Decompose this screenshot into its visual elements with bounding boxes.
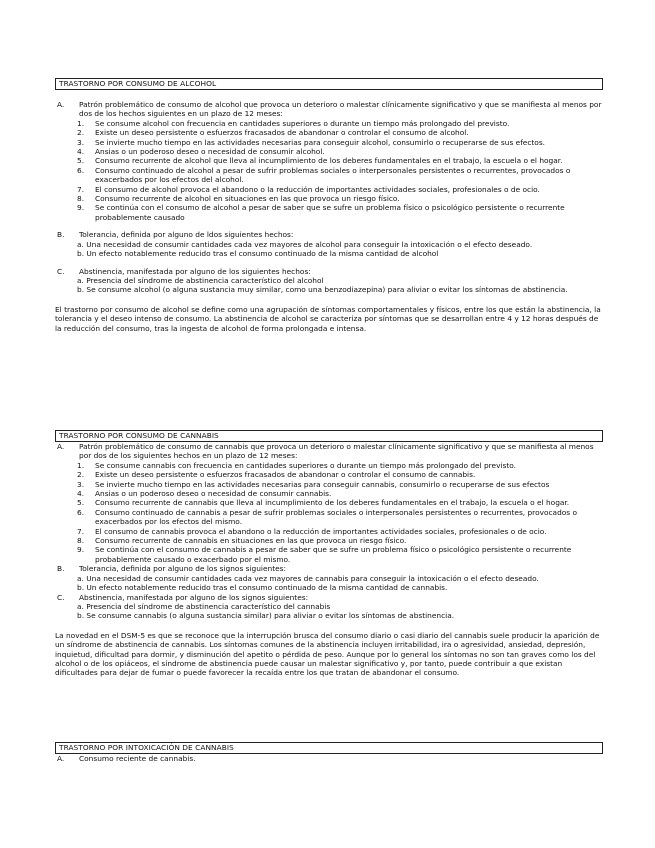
list-item-text: Consumo recurrente de cannabis en situaciones en las que provoca un riesgo físico. xyxy=(95,536,407,546)
criterion-text: Consumo reciente de cannabis. xyxy=(79,754,196,763)
list-item-text: Se invierte mucho tiempo en las actividades necesarias para conseguir cannabis, consumirlo o recuperarse de sus efectos xyxy=(95,479,550,489)
list-item xyxy=(77,480,603,489)
list-item-text: Consumo recurrente de alcohol en situaciones en las que provoca un riesgo físico. xyxy=(95,194,400,204)
criterion-label: B. xyxy=(57,230,65,240)
list-item-text: Existe un deseo persistente o esfuerzos fracasados de abandonar o controlar el consumo de cannabis. xyxy=(95,470,476,480)
list-item xyxy=(77,147,603,156)
list-item xyxy=(77,203,603,222)
list-item-number: 3. xyxy=(77,479,85,489)
criterion-a xyxy=(55,754,603,763)
list-item-number: 1. xyxy=(77,460,85,470)
sub-item: b. Un efecto notablemente reducido tras el consumo continuado de la misma cantidad de alcohol xyxy=(77,249,439,259)
list-item-text: El consumo de cannabis provoca el abandono o la reducción de importantes actividades sociales, profesionales o de ocio. xyxy=(95,526,547,536)
list-item xyxy=(77,508,603,527)
list-item-number: 2. xyxy=(77,128,85,138)
criterion-b xyxy=(55,230,603,239)
list-item-number: 4. xyxy=(77,489,85,499)
criterion-label: A. xyxy=(57,442,65,451)
list-item-text: Se invierte mucho tiempo en las actividades necesarias para conseguir alcohol, consumirlo o recuperarse de sus efectos. xyxy=(95,137,546,147)
criterion-a-list xyxy=(77,461,603,564)
list-item xyxy=(77,545,603,564)
criterion-text: Abstinencia, manifestada por alguno de los siguientes hechos: xyxy=(79,266,311,276)
criterion-label: B. xyxy=(57,564,65,574)
list-item-number: 8. xyxy=(77,194,85,204)
list-item xyxy=(77,128,603,137)
list-item-text: Se continúa con el consumo de alcohol a pesar de saber que se sufre un problema físico o psicológico persistente o recurrente probablemente causado xyxy=(95,203,565,222)
list-item-text: Se continúa con el consumo de cannabis a pesar de saber que se sufre un problema físico o psicológico persistente o recurrente probablemente causado o exacerbado por el mismo. xyxy=(95,545,572,564)
list-item xyxy=(77,166,603,185)
criterion-b xyxy=(55,564,603,573)
list-item xyxy=(77,470,603,479)
section-intoxication xyxy=(55,742,603,763)
list-item-number: 5. xyxy=(77,156,85,166)
list-item-text: Se consume cannabis con frecuencia en cantidades superiores o durante un tiempo más prolongado del previsto. xyxy=(95,460,517,470)
section-alcohol xyxy=(55,78,603,333)
criterion-c xyxy=(55,593,603,602)
list-item xyxy=(77,119,603,128)
section-header: TRASTORNO POR CONSUMO DE CANNABIS xyxy=(55,430,603,442)
list-item-number: 3. xyxy=(77,137,85,147)
list-item-number: 2. xyxy=(77,470,85,480)
list-item-text: Consumo recurrente de cannabis que lleva al incumplimiento de los deberes fundamentales en el trabajo, la escuela o el hogar. xyxy=(95,498,570,508)
list-item-number: 6. xyxy=(77,165,85,175)
sub-item: b. Se consume alcohol (o alguna sustancia muy similar, como una benzodiazepina) para aliviar o evitar los síntomas de abstinencia. xyxy=(77,285,568,295)
criterion-text: Tolerancia, definida por alguno de los signos siguientes: xyxy=(79,564,287,574)
list-item-text: Consumo recurrente de alcohol que lleva al incumplimiento de los deberes fundamentales en el trabajo, la escuela o el hogar. xyxy=(95,156,563,166)
criterion-label: A. xyxy=(57,754,65,763)
list-item-number: 9. xyxy=(77,545,85,555)
list-item xyxy=(77,138,603,147)
list-item-number: 1. xyxy=(77,118,85,128)
list-item-text: Consumo continuado de alcohol a pesar de sufrir problemas sociales o interpersonales persistentes o recurrentes, provocados o exacerbados por los efectos del alcohol. xyxy=(95,165,571,185)
list-item-number: 7. xyxy=(77,526,85,536)
criterion-label: A. xyxy=(57,100,65,109)
list-item-number: 6. xyxy=(77,507,85,517)
criterion-label: C. xyxy=(57,592,65,602)
sub-item: b. Se consume cannabis (o alguna sustancia similar) para aliviar o evitar los síntomas de abstinencia. xyxy=(77,611,455,621)
sub-item: a. Una necesidad de consumir cantidades cada vez mayores de cannabis para conseguir la intoxicación o el efecto deseado. xyxy=(77,573,539,583)
list-item xyxy=(77,489,603,498)
sub-item: a. Presencia del síndrome de abstinencia característico del alcohol xyxy=(77,275,324,285)
section-header: TRASTORNO POR CONSUMO DE ALCOHOL xyxy=(55,78,603,90)
list-item xyxy=(77,527,603,536)
criterion-c xyxy=(55,267,603,276)
criterion-a-list xyxy=(77,119,603,222)
list-item-text: Ansias o un poderoso deseo o necesidad de consumir alcohol. xyxy=(95,147,325,157)
sub-item: b. Un efecto notablemente reducido tras el consumo continuado de la misma cantidad de cannabis. xyxy=(77,583,448,593)
criterion-text: Abstinencia, manifestada por alguno de los signos siguientes: xyxy=(79,592,309,602)
list-item-number: 4. xyxy=(77,147,85,157)
list-item xyxy=(77,194,603,203)
section-cannabis xyxy=(55,430,603,678)
list-item-text: Se consume alcohol con frecuencia en cantidades superiores o durante un tiempo más prolongado del previsto. xyxy=(95,118,510,128)
criterion-text: Tolerancia, definida por alguno de ldos siguientes hechos: xyxy=(79,230,294,240)
sub-item: a. Una necesidad de consumir cantidades cada vez mayores de alcohol para conseguir la intoxicación o el efecto deseado. xyxy=(77,239,533,249)
section-note: La novedad en el DSM-5 es que se reconoce que la interrupción brusca del consumo diario o casi diario del cannabis suele producir la aparición de un síndrome de abstinencia de cannabis. Los síntomas comunes de la abstinencia incluyen irritabilidad, ira o agresividad, ansiedad, depresión, inquietud, dificultad para dormir, y disminución del apetito o pérdida de peso. Aunque por lo general los síntomas no son tan graves como los del alcohol o de los opiáceos, el síndrome de abstinencia puede causar un malestar significativo y, por tanto, puede contribuir a que existan dificultades para dejar de fumar o puede favorecer la recaída entre los que tratan de abandonar el consumo. xyxy=(55,630,600,678)
criterion-label: C. xyxy=(57,266,65,276)
list-item xyxy=(77,461,603,470)
sub-item: a. Presencia del síndrome de abstinencia característico del cannabis xyxy=(77,601,331,611)
section-note: El trastorno por consumo de alcohol se define como una agrupación de síntomas comportamentales y físicos, entre los que están la abstinencia, la tolerancia y el deseo intenso de consumo. La abstinencia de alcohol se caracteriza por síntomas que se desarrollan entre 4 y 12 horas después de la reducción del consumo, tras la ingesta de alcohol de forma prolongada e intensa. xyxy=(55,304,601,333)
criterion-a xyxy=(55,100,603,119)
list-item-number: 7. xyxy=(77,184,85,194)
list-item-text: El consumo de alcohol provoca el abandono o la reducción de importantes actividades sociales, profesionales o de ocio. xyxy=(95,184,540,194)
list-item xyxy=(77,156,603,165)
list-item-text: Existe un deseo persistente o esfuerzos fracasados de abandonar o controlar el consumo de alcohol. xyxy=(95,128,469,138)
criterion-text: Patrón problemático de consumo de cannabis que provoca un deterioro o malestar clínicamente significativo y que se manifiesta al menos por dos de los siguientes hechos en un plazo de 12 meses: xyxy=(79,442,594,461)
list-item-number: 9. xyxy=(77,203,85,213)
criterion-a xyxy=(55,442,603,461)
list-item xyxy=(77,536,603,545)
list-item-number: 5. xyxy=(77,498,85,508)
list-item-text: Consumo continuado de cannabis a pesar de sufrir problemas sociales o interpersonales persistentes o recurrentes, provocados o exacerbados por los efectos del mismo. xyxy=(95,507,578,527)
criterion-text: Patrón problemático de consumo de alcohol que provoca un deterioro o malestar clínicamente significativo y que se manifiesta al menos por dos de los hechos siguientes en un plazo de 12 meses: xyxy=(79,100,602,119)
section-header: TRASTORNO POR INTOXICACIÓN DE CANNABIS xyxy=(55,742,603,754)
list-item-text: Ansias o un poderoso deseo o necesidad de consumir cannabis. xyxy=(95,489,332,499)
list-item-number: 8. xyxy=(77,536,85,546)
list-item xyxy=(77,498,603,507)
list-item xyxy=(77,185,603,194)
